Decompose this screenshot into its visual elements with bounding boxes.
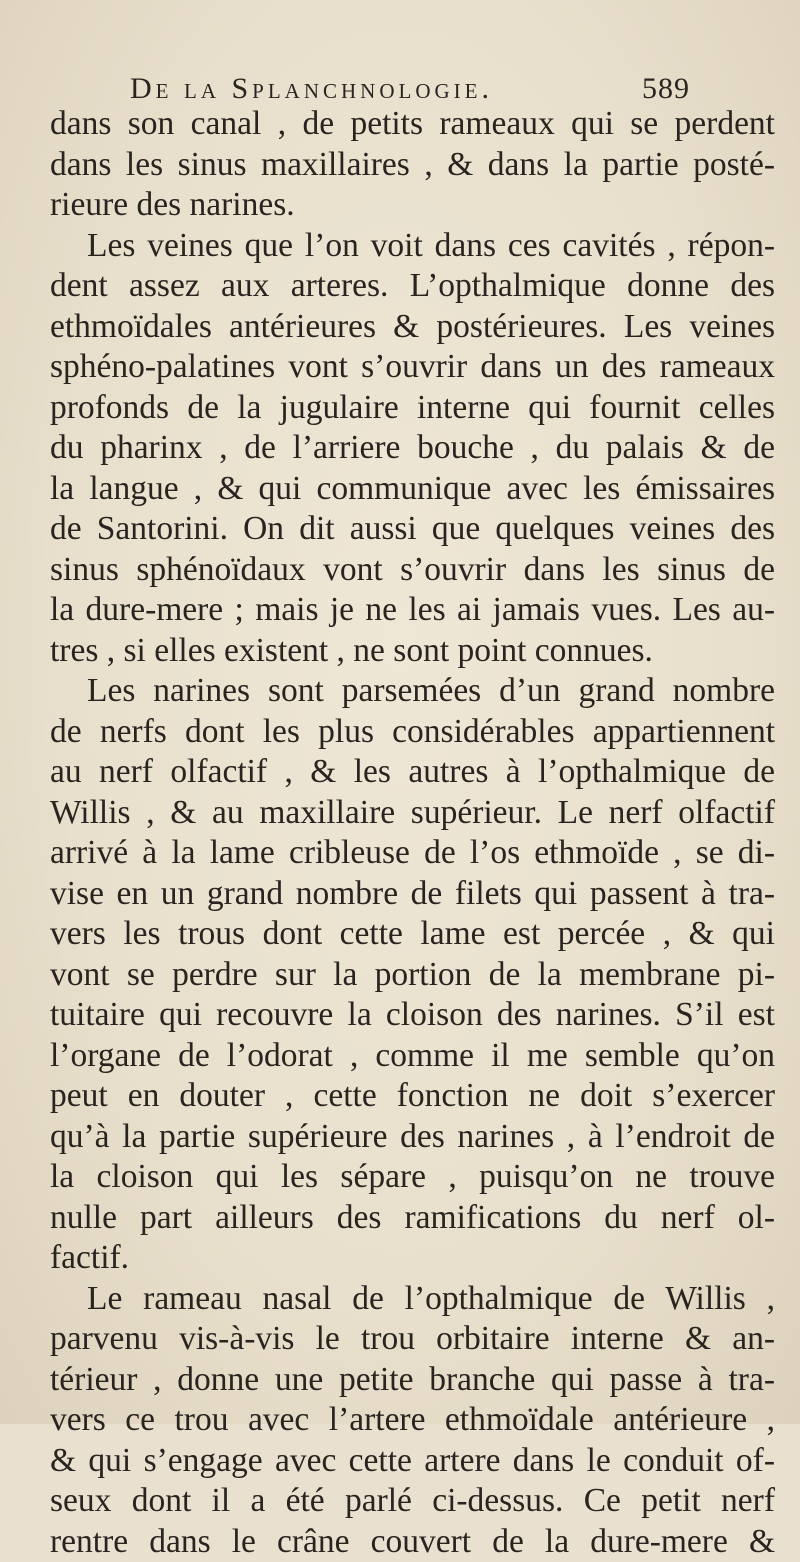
text-line: Le rameau nasal de l’opthalmique de Willis , bbox=[50, 1279, 775, 1320]
text-line: arrivé à la lame cribleuse de l’os ethmoïde , se di- bbox=[50, 833, 775, 874]
text-line: seux dont il a été parlé ci-dessus. Ce petit nerf bbox=[50, 1481, 775, 1522]
text-line: qu’à la partie supérieure des narines , à l’endroit de bbox=[50, 1117, 775, 1158]
text-line: factif. bbox=[50, 1238, 775, 1279]
text-line: vers ce trou avec l’artere ethmoïdale antérieure , bbox=[50, 1400, 775, 1441]
running-title: De la Splanchnologie. bbox=[130, 72, 493, 106]
text-line: vise en un grand nombre de filets qui passent à tra- bbox=[50, 874, 775, 915]
text-line: vont se perdre sur la portion de la membrane pi- bbox=[50, 955, 775, 996]
text-line: de nerfs dont les plus considérables appartiennent bbox=[50, 712, 775, 753]
text-line: de Santorini. On dit aussi que quelques veines des bbox=[50, 509, 775, 550]
text-line: rentre dans le crâne couvert de la dure-mere & bbox=[50, 1522, 775, 1562]
text-line: vers les trous dont cette lame est percée , & qui bbox=[50, 914, 775, 955]
text-line: parvenu vis-à-vis le trou orbitaire interne & an- bbox=[50, 1319, 775, 1360]
text-line: tres , si elles existent , ne sont point connues. bbox=[50, 631, 775, 672]
text-line: dent assez aux arteres. L’opthalmique donne des bbox=[50, 266, 775, 307]
text-line: l’organe de l’odorat , comme il me semble qu’on bbox=[50, 1036, 775, 1077]
text-line: la langue , & qui communique avec les émissaires bbox=[50, 469, 775, 510]
body-text bbox=[50, 104, 775, 1562]
text-line: rieure des narines. bbox=[50, 185, 775, 226]
text-line: du pharinx , de l’arriere bouche , du palais & de bbox=[50, 428, 775, 469]
text-line: Les narines sont parsemées d’un grand nombre bbox=[50, 671, 775, 712]
text-line: ethmoïdales antérieures & postérieures. Les veines bbox=[50, 307, 775, 348]
text-line: térieur , donne une petite branche qui passe à tra- bbox=[50, 1360, 775, 1401]
text-line: profonds de la jugulaire interne qui fournit celles bbox=[50, 388, 775, 429]
text-line: peut en douter , cette fonction ne doit s’exercer bbox=[50, 1076, 775, 1117]
text-line: dans son canal , de petits rameaux qui se perdent bbox=[50, 104, 775, 145]
text-line: & qui s’engage avec cette artere dans le conduit of- bbox=[50, 1441, 775, 1482]
page-number: 589 bbox=[642, 72, 690, 106]
text-line: la dure-mere ; mais je ne les ai jamais vues. Les au- bbox=[50, 590, 775, 631]
text-line: Les veines que l’on voit dans ces cavités , répon- bbox=[50, 226, 775, 267]
text-line: sinus sphénoïdaux vont s’ouvrir dans les sinus de bbox=[50, 550, 775, 591]
text-line: nulle part ailleurs des ramifications du nerf ol- bbox=[50, 1198, 775, 1239]
text-line: dans les sinus maxillaires , & dans la partie posté- bbox=[50, 145, 775, 186]
text-line: tuitaire qui recouvre la cloison des narines. S’il est bbox=[50, 995, 775, 1036]
text-line: au nerf olfactif , & les autres à l’opthalmique de bbox=[50, 752, 775, 793]
text-line: Willis , & au maxillaire supérieur. Le nerf olfactif bbox=[50, 793, 775, 834]
text-line: sphéno-palatines vont s’ouvrir dans un des rameaux bbox=[50, 347, 775, 388]
text-line: la cloison qui les sépare , puisqu’on ne trouve bbox=[50, 1157, 775, 1198]
